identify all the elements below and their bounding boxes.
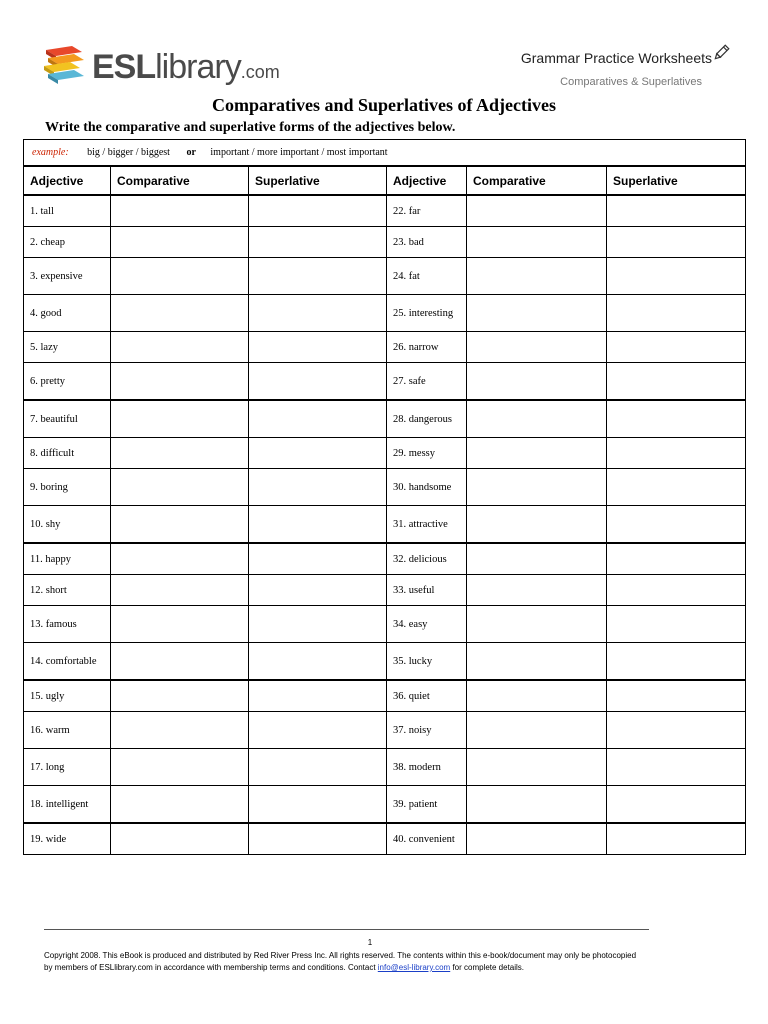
comparative-answer-cell[interactable] [111,712,249,749]
table-row [24,332,746,363]
comparative-answer-cell[interactable] [467,680,607,712]
superlative-answer-cell[interactable] [249,227,387,258]
example-label: example: [32,147,69,158]
column-header-adjective: Adjective [387,166,467,195]
comparative-answer-cell[interactable] [111,606,249,643]
comparative-answer-cell[interactable] [467,643,607,681]
comparative-answer-cell[interactable] [111,332,249,363]
comparative-answer-cell[interactable] [467,786,607,824]
adjective-cell: 27. safe [387,363,467,401]
superlative-answer-cell[interactable] [249,258,387,295]
adjective-cell: 19. wide [24,823,111,855]
comparative-answer-cell[interactable] [467,438,607,469]
logo-library: library [155,48,241,86]
column-header-row [24,166,746,195]
superlative-answer-cell[interactable] [249,469,387,506]
superlative-answer-cell[interactable] [607,606,746,643]
superlative-answer-cell[interactable] [607,680,746,712]
superlative-answer-cell[interactable] [607,575,746,606]
comparative-answer-cell[interactable] [467,363,607,401]
comparative-answer-cell[interactable] [111,543,249,575]
comparative-answer-cell[interactable] [467,295,607,332]
superlative-answer-cell[interactable] [607,227,746,258]
comparative-answer-cell[interactable] [111,438,249,469]
comparative-answer-cell[interactable] [111,363,249,401]
adjective-cell: 30. handsome [387,469,467,506]
logo-dotcom: .com [240,62,280,82]
adjective-cell: 24. fat [387,258,467,295]
table-row [24,543,746,575]
comparative-answer-cell[interactable] [111,258,249,295]
comparative-answer-cell[interactable] [467,400,607,438]
example-second: important / more important / most important [210,147,388,158]
copyright-line-2-text: by members of ESLlibrary.com in accordance with membership terms and conditions. Contact [44,963,378,972]
adjective-cell: 1. tall [24,195,111,227]
superlative-answer-cell[interactable] [249,295,387,332]
table-row [24,680,746,712]
table-row [24,258,746,295]
example-row [24,140,746,167]
adjective-cell: 4. good [24,295,111,332]
footer-divider [44,929,649,930]
adjective-cell: 36. quiet [387,680,467,712]
superlative-answer-cell[interactable] [249,400,387,438]
copyright-notice [44,950,724,974]
pencil-icon [712,44,730,62]
comparative-answer-cell[interactable] [111,643,249,681]
table-row [24,438,746,469]
comparative-answer-cell[interactable] [111,227,249,258]
adjective-cell: 29. messy [387,438,467,469]
instructions: Write the comparative and superlative forms of the adjectives below. [45,120,456,135]
adjective-cell: 6. pretty [24,363,111,401]
adjective-cell: 33. useful [387,575,467,606]
page-title: Comparatives and Superlatives of Adjectives [212,95,556,115]
superlative-answer-cell[interactable] [607,749,746,786]
table-row [24,506,746,544]
comparative-answer-cell[interactable] [467,195,607,227]
comparative-answer-cell[interactable] [467,332,607,363]
comparative-answer-cell[interactable] [467,823,607,855]
comparative-answer-cell[interactable] [467,575,607,606]
superlative-answer-cell[interactable] [607,363,746,401]
eslibrary-logo [42,42,282,90]
table-row [24,712,746,749]
adjective-cell: 15. ugly [24,680,111,712]
adjective-cell: 14. comfortable [24,643,111,681]
superlative-answer-cell[interactable] [249,823,387,855]
superlative-answer-cell[interactable] [249,575,387,606]
column-header-adjective: Adjective [24,166,111,195]
adjective-cell: 11. happy [24,543,111,575]
superlative-answer-cell[interactable] [249,363,387,401]
superlative-answer-cell[interactable] [249,543,387,575]
adjective-cell: 17. long [24,749,111,786]
adjective-cell: 37. noisy [387,712,467,749]
column-header-superlative: Superlative [607,166,746,195]
adjective-cell: 16. warm [24,712,111,749]
superlative-answer-cell[interactable] [607,400,746,438]
comparative-answer-cell[interactable] [111,823,249,855]
comparative-answer-cell[interactable] [111,680,249,712]
example-or: or [186,147,196,158]
adjective-cell: 25. interesting [387,295,467,332]
adjective-cell: 35. lucky [387,643,467,681]
superlative-answer-cell[interactable] [607,823,746,855]
adjective-cell: 5. lazy [24,332,111,363]
comparative-answer-cell[interactable] [467,506,607,544]
series-subtitle: Comparatives & Superlatives [560,76,702,88]
comparative-answer-cell[interactable] [467,469,607,506]
comparative-answer-cell[interactable] [467,227,607,258]
table-row [24,227,746,258]
superlative-answer-cell[interactable] [607,195,746,227]
comparative-answer-cell[interactable] [111,469,249,506]
adjective-cell: 10. shy [24,506,111,544]
comparative-answer-cell[interactable] [111,295,249,332]
adjective-cell: 39. patient [387,786,467,824]
superlative-answer-cell[interactable] [249,438,387,469]
table-row [24,469,746,506]
column-header-comparative: Comparative [467,166,607,195]
superlative-answer-cell[interactable] [607,712,746,749]
table-row [24,786,746,824]
superlative-answer-cell[interactable] [249,643,387,681]
adjective-cell: 23. bad [387,227,467,258]
comparative-answer-cell[interactable] [467,606,607,643]
adjective-cell: 18. intelligent [24,786,111,824]
adjective-cell: 12. short [24,575,111,606]
adjective-cell: 26. narrow [387,332,467,363]
adjective-cell: 8. difficult [24,438,111,469]
adjective-cell: 34. easy [387,606,467,643]
superlative-answer-cell[interactable] [249,680,387,712]
comparative-answer-cell[interactable] [111,400,249,438]
adjective-cell: 31. attractive [387,506,467,544]
adjective-cell: 13. famous [24,606,111,643]
table-row [24,749,746,786]
copyright-line-1: Copyright 2008. This eBook is produced and distributed by Red River Press Inc. All rights reserved. The contents within this e-book/document may only be photocopied [44,951,637,960]
superlative-answer-cell[interactable] [607,643,746,681]
comparative-answer-cell[interactable] [467,749,607,786]
page-number: 1 [367,938,373,947]
superlative-answer-cell[interactable] [607,438,746,469]
superlative-answer-cell[interactable] [607,786,746,824]
table-row [24,363,746,401]
superlative-answer-cell[interactable] [249,606,387,643]
comparative-answer-cell[interactable] [111,786,249,824]
comparative-answer-cell[interactable] [111,506,249,544]
superlative-answer-cell[interactable] [607,295,746,332]
adjective-cell: 7. beautiful [24,400,111,438]
logo-esl: ESL [92,48,156,86]
comparative-answer-cell[interactable] [111,195,249,227]
adjective-cell: 28. dangerous [387,400,467,438]
adjective-cell: 38. modern [387,749,467,786]
table-row [24,575,746,606]
superlative-answer-cell[interactable] [607,332,746,363]
superlative-answer-cell[interactable] [607,258,746,295]
contact-email-link[interactable]: info@esl-library.com [377,963,451,972]
adjective-cell: 2. cheap [24,227,111,258]
copyright-line-2-end: for complete details. [450,963,525,972]
column-header-comparative: Comparative [111,166,249,195]
worksheet-table [23,139,746,855]
comparative-answer-cell[interactable] [467,712,607,749]
adjective-cell: 40. convenient [387,823,467,855]
comparative-answer-cell[interactable] [111,575,249,606]
adjective-cell: 32. delicious [387,543,467,575]
comparative-answer-cell[interactable] [467,543,607,575]
table-row [24,823,746,855]
superlative-answer-cell[interactable] [249,786,387,824]
table-row [24,195,746,227]
superlative-answer-cell[interactable] [607,506,746,544]
adjective-cell: 3. expensive [24,258,111,295]
copyright-line-2 [44,962,724,974]
example-first: big / bigger / biggest [87,147,170,158]
series-title: Grammar Practice Worksheets [520,50,712,66]
table-row [24,400,746,438]
superlative-answer-cell[interactable] [607,469,746,506]
superlative-answer-cell[interactable] [249,749,387,786]
adjective-cell: 22. far [387,195,467,227]
table-row [24,295,746,332]
superlative-answer-cell[interactable] [249,332,387,363]
comparative-answer-cell[interactable] [111,749,249,786]
column-header-superlative: Superlative [249,166,387,195]
books-logo-icon [42,44,88,88]
table-row [24,643,746,681]
superlative-answer-cell[interactable] [249,195,387,227]
superlative-answer-cell[interactable] [249,712,387,749]
superlative-answer-cell[interactable] [607,543,746,575]
table-row [24,606,746,643]
superlative-answer-cell[interactable] [249,506,387,544]
adjective-cell: 9. boring [24,469,111,506]
comparative-answer-cell[interactable] [467,258,607,295]
